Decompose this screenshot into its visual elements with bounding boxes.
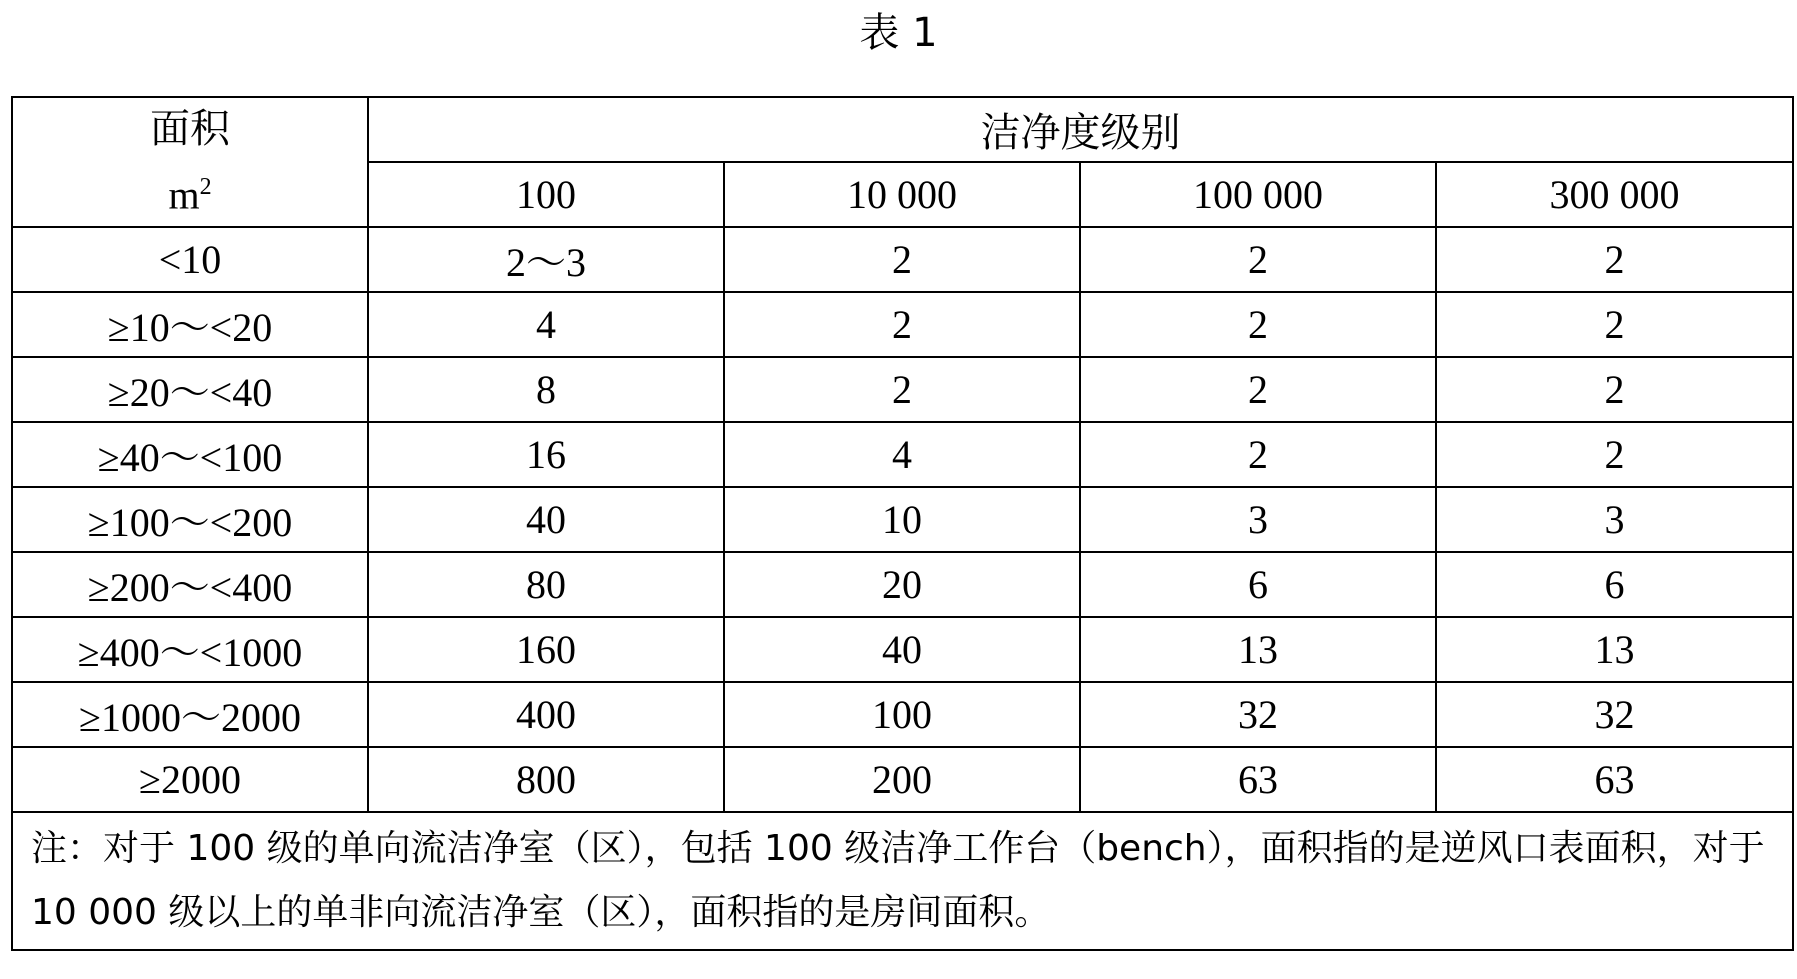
area-header-unit	[13, 158, 367, 224]
table-row	[12, 227, 1793, 292]
level-header-10000: 10 000	[724, 162, 1080, 227]
area-cell: ≥10～<20	[12, 292, 368, 357]
value-cell: 8	[368, 357, 724, 422]
value-cell: 400	[368, 682, 724, 747]
value-cell: 2	[1436, 422, 1793, 487]
table-row	[12, 292, 1793, 357]
value-cell: 2	[1080, 422, 1436, 487]
area-header-label: 面积	[150, 105, 230, 152]
cleanliness-level-header: 洁净度级别	[368, 97, 1793, 162]
value-cell: 3	[1436, 487, 1793, 552]
value-cell: 4	[724, 422, 1080, 487]
value-cell: 3	[1080, 487, 1436, 552]
table-row	[12, 487, 1793, 552]
table-title: 表 1	[859, 10, 938, 56]
value-cell: 2	[1436, 227, 1793, 292]
value-cell: 63	[1080, 747, 1436, 812]
value-cell: 40	[368, 487, 724, 552]
value-cell: 800	[368, 747, 724, 812]
area-cell: ≥400～<1000	[12, 617, 368, 682]
area-cell: <10	[12, 227, 368, 292]
value-cell: 13	[1080, 617, 1436, 682]
table-row	[12, 357, 1793, 422]
area-cell: ≥1000～2000	[12, 682, 368, 747]
value-cell: 2	[1080, 227, 1436, 292]
value-cell: 16	[368, 422, 724, 487]
table-row	[12, 682, 1793, 747]
value-cell: 20	[724, 552, 1080, 617]
area-cell: ≥2000	[12, 747, 368, 812]
value-cell: 2	[1436, 292, 1793, 357]
table-note: 注：对于 100 级的单向流洁净室（区），包括 100 级洁净工作台（bench），面积指的是逆风口表面积，对于 10 000 级以上的单非向流洁净室（区），面积指的是房间面积。	[12, 812, 1793, 950]
value-cell: 200	[724, 747, 1080, 812]
level-header-300000: 300 000	[1436, 162, 1793, 227]
value-cell: 6	[1436, 552, 1793, 617]
level-header-100000: 100 000	[1080, 162, 1436, 227]
area-cell: ≥200～<400	[12, 552, 368, 617]
cleanliness-table	[11, 96, 1794, 951]
value-cell: 2	[724, 357, 1080, 422]
value-cell: 100	[724, 682, 1080, 747]
value-cell: 4	[368, 292, 724, 357]
value-cell: 2	[1080, 292, 1436, 357]
area-header	[12, 97, 368, 227]
header-row-top	[12, 97, 1793, 162]
value-cell: 160	[368, 617, 724, 682]
value-cell: 2	[724, 292, 1080, 357]
value-cell: 80	[368, 552, 724, 617]
value-cell: 10	[724, 487, 1080, 552]
value-cell: 13	[1436, 617, 1793, 682]
area-cell: ≥20～<40	[12, 357, 368, 422]
area-cell: ≥40～<100	[12, 422, 368, 487]
table-row	[12, 422, 1793, 487]
area-unit-base: m	[168, 172, 200, 218]
table-row	[12, 617, 1793, 682]
value-cell: 6	[1080, 552, 1436, 617]
value-cell: 63	[1436, 747, 1793, 812]
note-row	[12, 812, 1793, 950]
value-cell: 2	[1080, 357, 1436, 422]
value-cell: 2～3	[368, 227, 724, 292]
value-cell: 32	[1080, 682, 1436, 747]
value-cell: 32	[1436, 682, 1793, 747]
area-unit-exponent: 2	[199, 173, 212, 200]
value-cell: 2	[1436, 357, 1793, 422]
table-row	[12, 552, 1793, 617]
level-header-100: 100	[368, 162, 724, 227]
table-row	[12, 747, 1793, 812]
value-cell: 40	[724, 617, 1080, 682]
area-cell: ≥100～<200	[12, 487, 368, 552]
value-cell: 2	[724, 227, 1080, 292]
